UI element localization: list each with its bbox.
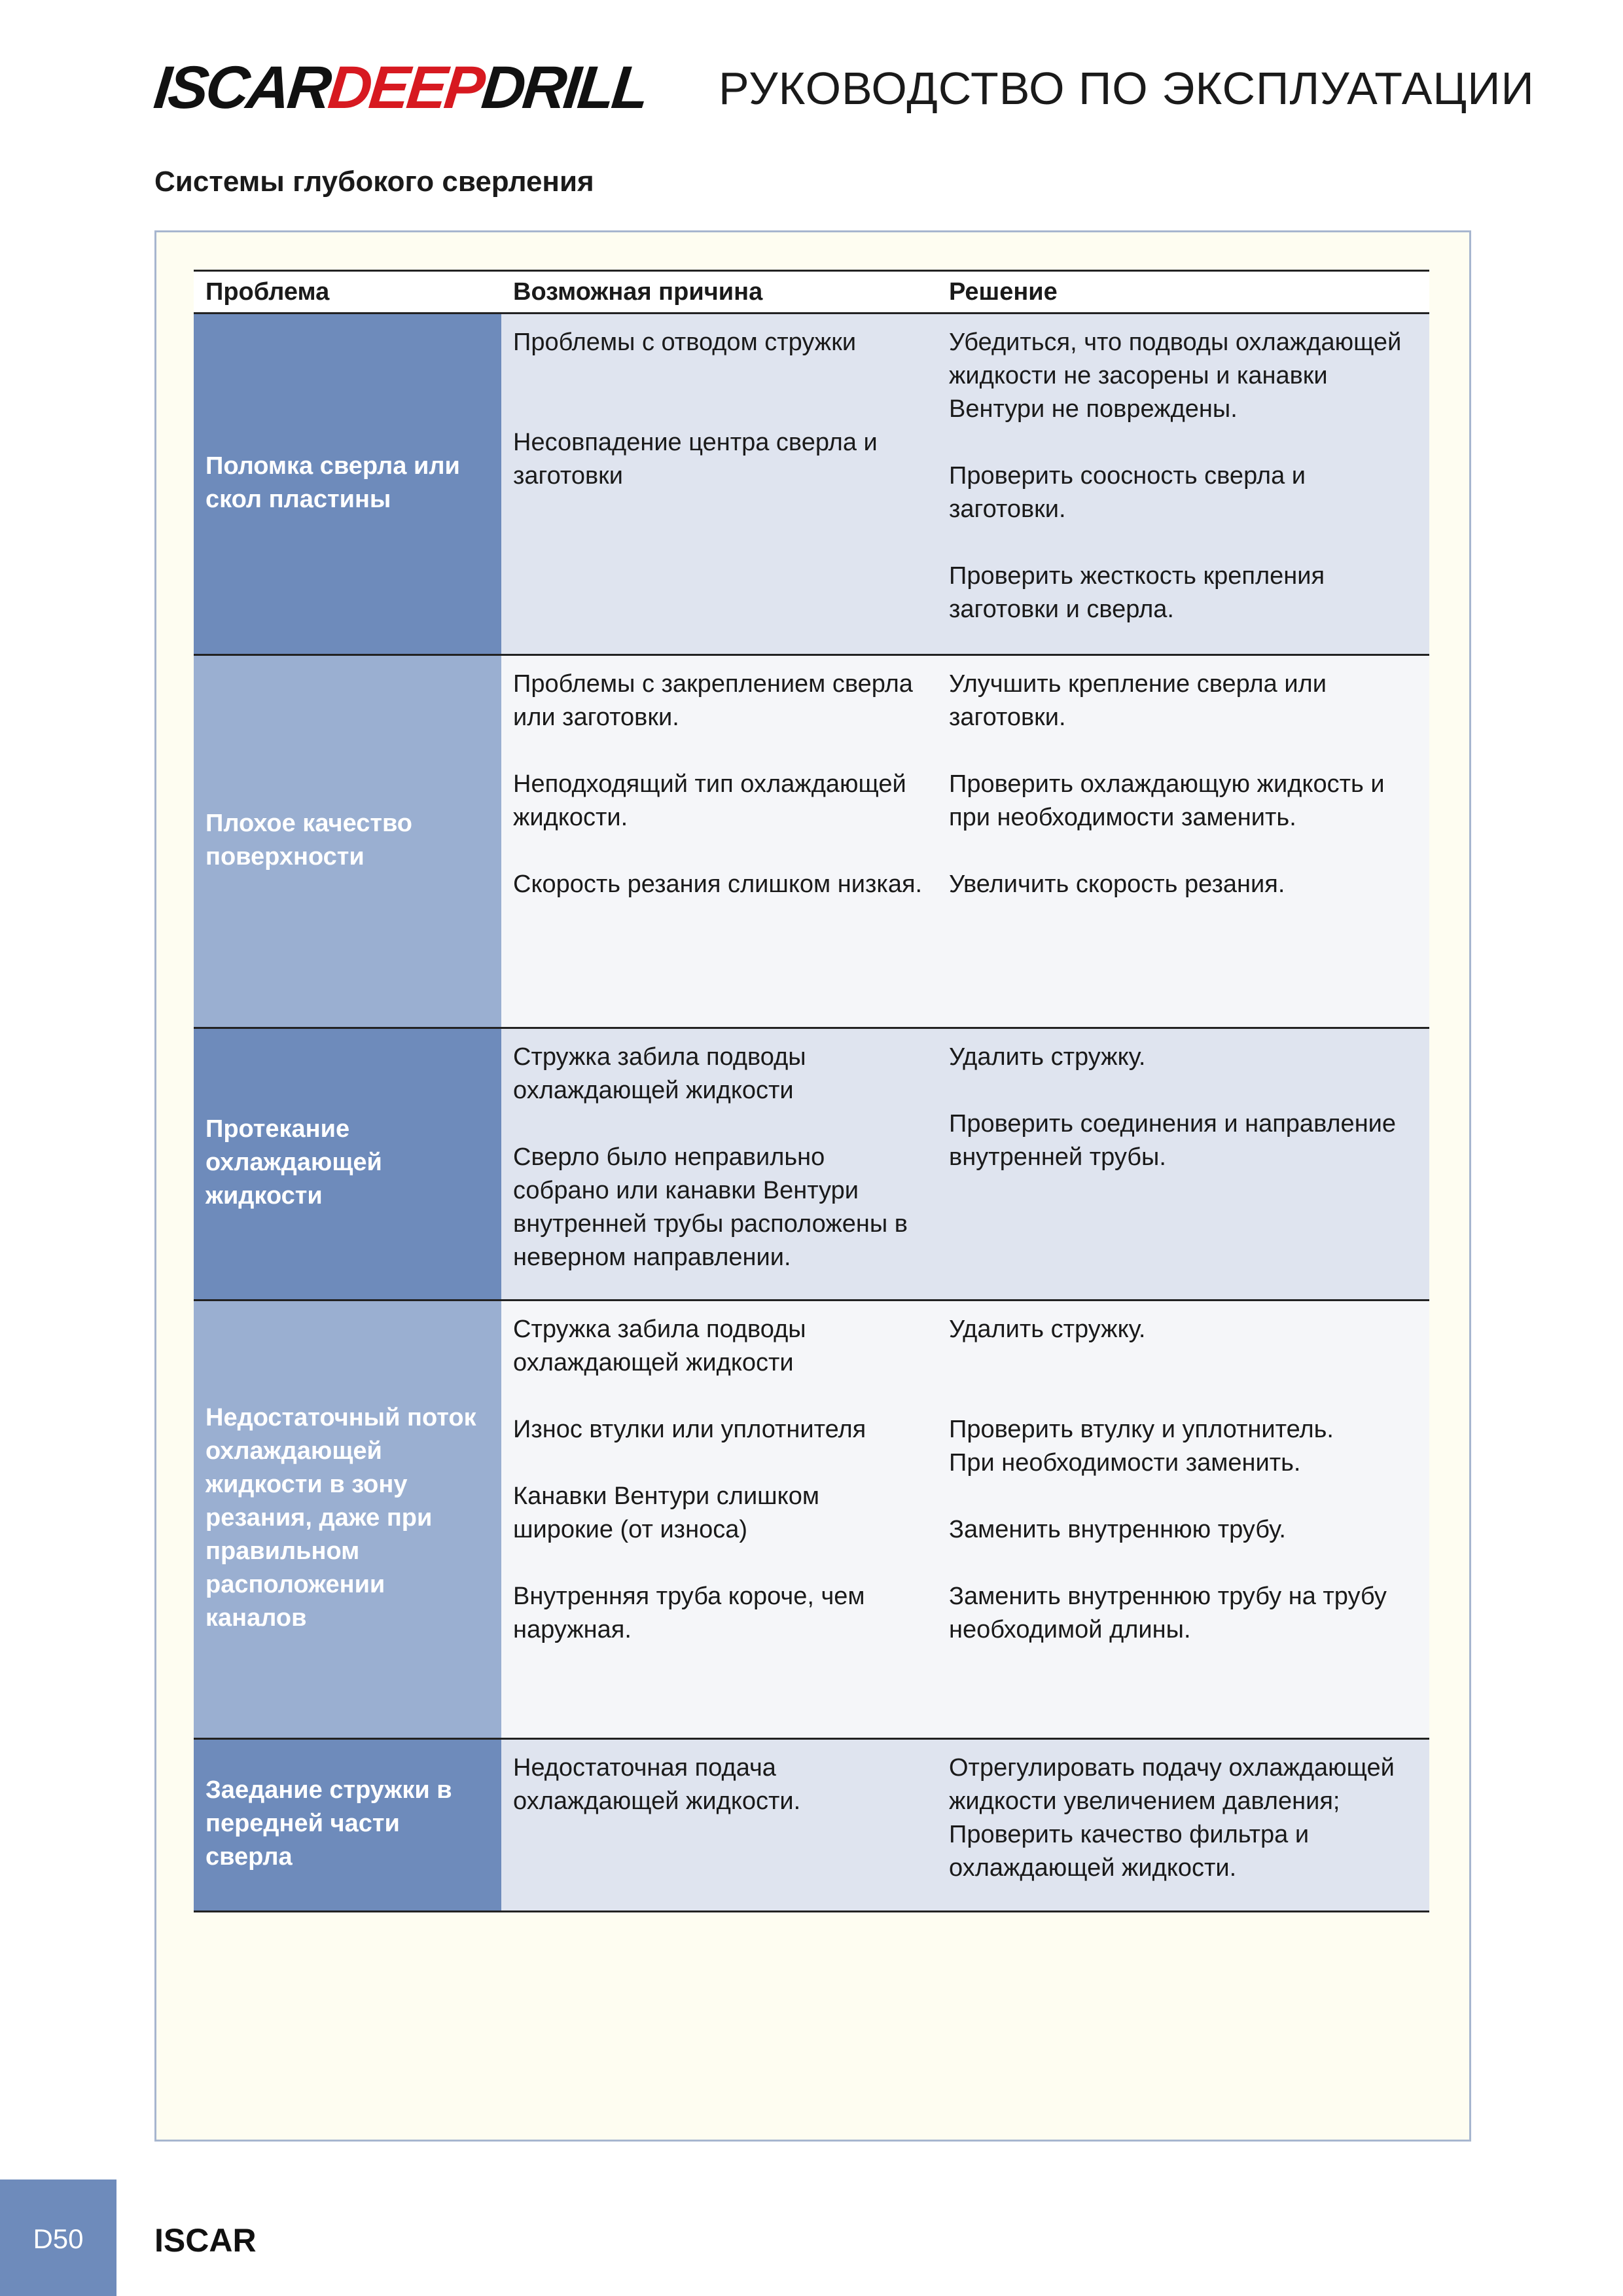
cause-item: Проблемы с отводом стружки xyxy=(513,329,857,356)
solution-item: Увеличить скорость резания. xyxy=(949,870,1285,898)
page-number: D50 xyxy=(33,2223,84,2254)
cause-item: Несовпадение центра сверла и заготовки xyxy=(513,429,885,490)
solution-item: Проверить качество фильтра и охлаждающей жидкости. xyxy=(949,1821,1316,1882)
cause-item: Стружка забила подводы охлаждающей жидкости xyxy=(513,1316,813,1376)
footer-brand: ISCAR xyxy=(154,2222,257,2259)
table-row xyxy=(194,1739,1429,1912)
cause-cell xyxy=(501,1739,937,1912)
cause-item: Износ втулки или уплотнителя xyxy=(513,1416,866,1443)
solution-item: Проверить жесткость крепления заготовки и сверла. xyxy=(949,562,1332,623)
solution-cell xyxy=(937,1028,1429,1300)
solution-item: Заменить внутреннюю трубу. xyxy=(949,1516,1286,1543)
solution-item: Проверить соосность сверла и заготовки. xyxy=(949,462,1313,523)
cause-item: Скорость резания слишком низкая. xyxy=(513,870,923,898)
cause-cell xyxy=(501,655,937,1028)
header-cause: Возможная причина xyxy=(501,271,937,314)
solution-cell xyxy=(937,655,1429,1028)
header-solution: Решение xyxy=(937,271,1429,314)
table-row xyxy=(194,1028,1429,1300)
solution-item: При необходимости заменить. xyxy=(949,1449,1301,1477)
solution-cell xyxy=(937,1300,1429,1739)
solution-item: Заменить внутреннюю трубу на трубу необходимой длины. xyxy=(949,1583,1394,1643)
solution-item: Проверить соединения и направление внутренней трубы. xyxy=(949,1110,1403,1171)
problem-cell: Протекание охлаждающей жидкости xyxy=(194,1028,501,1300)
solution-item: Удалить стружку. xyxy=(949,1316,1146,1343)
cause-item: Проблемы с закреплением сверла xyxy=(513,670,913,698)
troubleshooting-table xyxy=(194,270,1429,1912)
cause-cell xyxy=(501,314,937,655)
solution-cell xyxy=(937,314,1429,655)
problem-cell: Плохое качество поверхности xyxy=(194,655,501,1028)
table-row xyxy=(194,655,1429,1028)
section-title: Системы глубокого сверления xyxy=(154,166,594,198)
problem-cell: Недостаточный поток охлаждающей жидкости в зону резания, даже при правильном расположении каналов xyxy=(194,1300,501,1739)
solution-item: Удалить стружку. xyxy=(949,1043,1146,1071)
solution-item: Проверить втулку и уплотнитель. xyxy=(949,1416,1334,1443)
solution-item: Проверить охлаждающую жидкость и при необходимости заменить. xyxy=(949,770,1392,831)
cause-item: Стружка забила подводы охлаждающей жидкости xyxy=(513,1043,813,1104)
table-row xyxy=(194,314,1429,655)
solution-item: Улучшить крепление сверла или заготовки. xyxy=(949,670,1334,731)
cause-item: Неподходящий тип охлаждающей жидкости. xyxy=(513,770,914,831)
iscar-deep-drill-logo: ISCARDEEPDRILL xyxy=(151,54,650,121)
cause-item: Сверло было неправильно собрано или канавки Вентури внутренней трубы расположены в неверном направлении. xyxy=(513,1143,915,1271)
header-problem: Проблема xyxy=(194,271,501,314)
cause-cell xyxy=(501,1300,937,1739)
problem-cell: Заедание стружки в передней части сверла xyxy=(194,1739,501,1912)
cause-item: Внутренняя труба короче, чем наружная. xyxy=(513,1583,872,1643)
table-row xyxy=(194,1300,1429,1739)
solution-item: Убедиться, что подводы охлаждающей жидкости не засорены и канавки Вентури не повреждены. xyxy=(949,329,1408,423)
cause-item: Недостаточная подача охлаждающей жидкости. xyxy=(513,1754,801,1815)
table-header-row xyxy=(194,271,1429,314)
cause-item: или заготовки. xyxy=(513,704,679,731)
solution-cell xyxy=(937,1739,1429,1912)
problem-cell: Поломка сверла или скол пластины xyxy=(194,314,501,655)
cause-cell xyxy=(501,1028,937,1300)
solution-item: Отрегулировать подачу охлаждающей жидкости увеличением давления; xyxy=(949,1754,1402,1815)
manual-title: РУКОВОДСТВО ПО ЭКСПЛУАТАЦИИ xyxy=(719,63,1535,114)
cause-item: Канавки Вентури слишком широкие (от износа) xyxy=(513,1482,827,1543)
